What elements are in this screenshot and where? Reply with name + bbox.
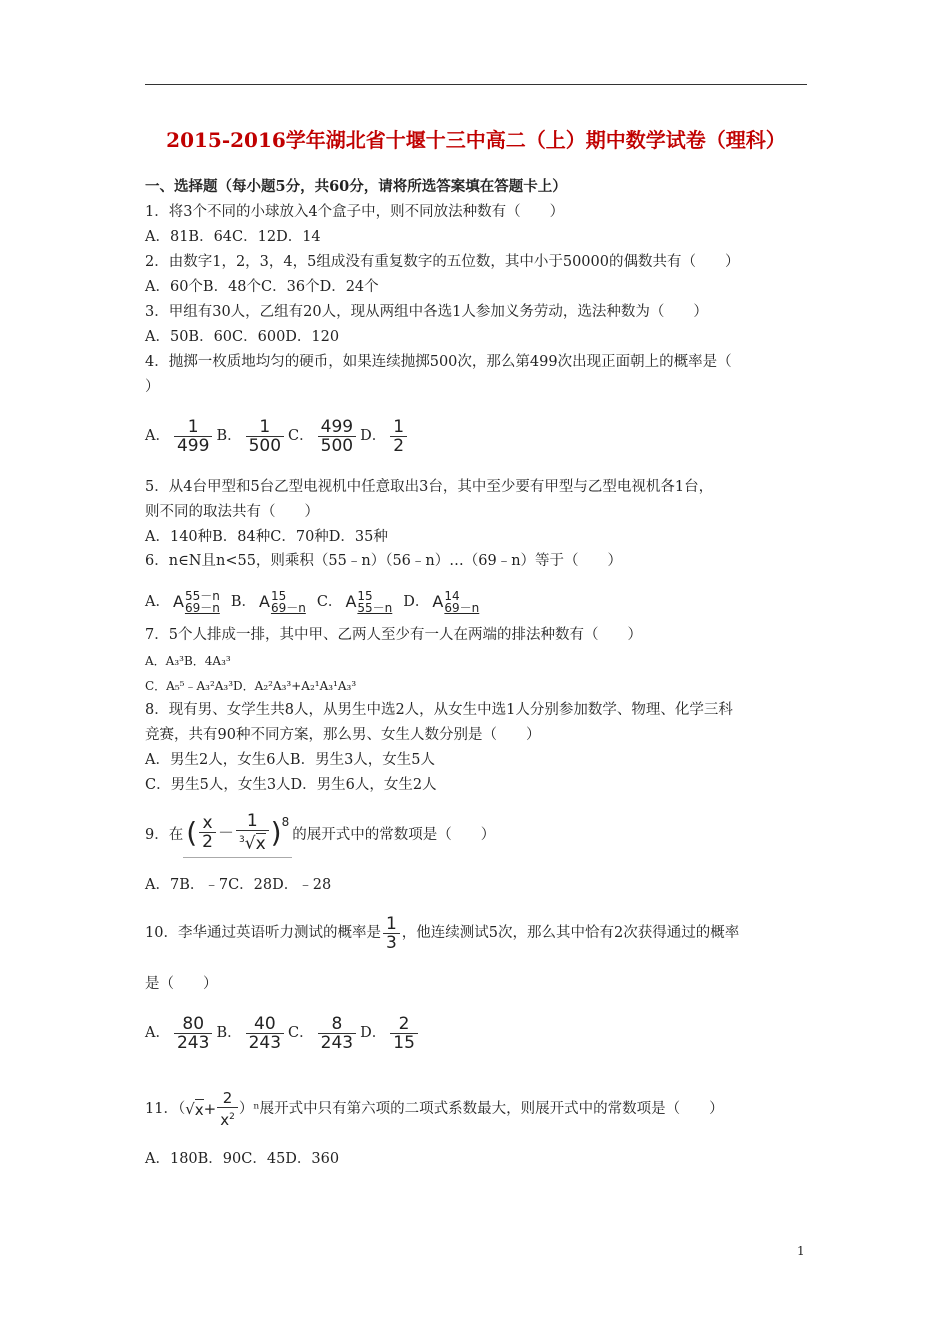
fraction-numerator: 1	[187, 416, 199, 437]
q11-term-fraction	[217, 1089, 238, 1129]
fraction-denominator: 2	[199, 832, 216, 851]
q6-option-c-label: C．	[316, 594, 343, 610]
q5-stem-line1: 5．从4台甲型和5台乙型电视机中任意取出3台，其中至少要有甲型与乙型电视机各1台，	[145, 479, 714, 495]
fraction-denominator: 243	[174, 1033, 212, 1052]
perm-subscript: 69－n	[444, 601, 480, 615]
q6-option-b-permutation: A 15 69－n	[258, 589, 306, 615]
q6-option-a-permutation: A 55－n 69－n	[172, 589, 220, 615]
fraction-denominator: 2	[390, 436, 407, 455]
q4-option-d-label: D．	[360, 428, 387, 444]
fraction-numerator: 1	[259, 416, 271, 437]
q9-suffix: 的展开式中的常数项是（ ）	[292, 827, 496, 843]
q9-stem	[145, 810, 495, 860]
fraction-numerator: 2	[222, 1089, 233, 1107]
fraction-denominator: 500	[246, 436, 284, 455]
perm-superscript: 14	[444, 589, 460, 603]
fraction-numerator: 80	[182, 1013, 205, 1034]
q6-options	[145, 586, 482, 618]
perm-subscript: 69－n	[184, 601, 220, 615]
fraction-denominator: 15	[390, 1033, 418, 1052]
fraction-denominator: $^3$√x	[236, 830, 269, 853]
q4-stem-line2: ）	[145, 379, 160, 395]
q10-option-a-fraction	[174, 1015, 212, 1052]
q7-options-ab: A．A₃³B．4A₃³	[145, 654, 231, 668]
q4-option-a-label: A．	[145, 428, 170, 444]
denominator-power: 2	[229, 1112, 235, 1122]
fraction-numerator: 8	[331, 1013, 343, 1034]
fraction-numerator: 1	[385, 913, 397, 934]
q4-option-d-fraction	[390, 418, 407, 455]
fraction-denominator: 3	[383, 933, 400, 952]
sqrt-symbol: √	[185, 1100, 195, 1118]
q10-options	[145, 1010, 422, 1056]
q5-stem-line2: 则不同的取法共有（ ）	[145, 504, 319, 520]
fraction-denominator: 499	[174, 436, 212, 455]
fraction-numerator: 2	[398, 1013, 410, 1034]
denominator-base: x	[220, 1111, 230, 1129]
q10-probability-fraction	[383, 915, 400, 952]
perm-subscript: 55－n	[357, 601, 393, 615]
q10-option-b-fraction	[246, 1015, 284, 1052]
perm-superscript: 15	[270, 589, 287, 603]
perm-superscript: 15	[357, 589, 373, 603]
q8-options-cd: C．男生5人，女生3人D．男生6人，女生2人	[145, 777, 437, 793]
fraction-numerator: 1	[393, 416, 405, 437]
q3-stem: 3．甲组有30人，乙组有20人，现从两组中各选1人参加义务劳动，选法种数为（ ）	[145, 304, 708, 320]
exponent: 8	[281, 815, 290, 830]
radicand: x	[194, 1100, 204, 1119]
right-paren: )	[270, 815, 282, 849]
perm-subscript: 69－n	[270, 601, 306, 615]
section-heading: 一、选择题（每小题5分，共60分，请将所选答案填在答题卡上）	[145, 178, 567, 195]
q8-options-ab: A．男生2人，女生6人B．男生3人，女生5人	[145, 752, 436, 768]
fraction-numerator: x	[202, 813, 213, 833]
fraction-denominator	[217, 1107, 238, 1129]
q4-option-a-fraction	[174, 418, 212, 455]
q10-prefix: 10．李华通过英语听力测试的概率是	[145, 925, 381, 941]
q6-option-d-label: D．	[403, 594, 430, 610]
fraction-numerator: 499	[320, 416, 354, 437]
q9-term-b	[236, 812, 269, 853]
minus-sign: －	[218, 822, 235, 842]
q4-option-c-label: C．	[288, 428, 314, 444]
q10-option-b-label: B．	[216, 1025, 242, 1041]
q4-option-c-fraction	[318, 418, 356, 455]
radicand: x	[255, 833, 266, 854]
q7-stem: 7．5个人排成一排，其中甲、乙两人至少有一人在两端的排法种数有（ ）	[145, 627, 642, 643]
q10-stem-line1	[145, 910, 739, 956]
q7-options-cd: C．A₅⁵﹣A₃²A₃³D．A₂²A₃³+A₂¹A₃¹A₃³	[145, 679, 357, 693]
fraction-denominator: 500	[318, 436, 356, 455]
q10-option-c-label: C．	[288, 1025, 314, 1041]
q2-stem: 2．由数字1，2，3，4，5组成没有重复数字的五位数，其中小于50000的偶数共有（ ）	[145, 254, 740, 270]
q10-option-d-label: D．	[360, 1025, 387, 1041]
q10-stem-line2: 是（ ）	[145, 976, 218, 992]
header-rule	[145, 84, 807, 85]
q11-expression	[185, 1089, 239, 1129]
fraction-numerator: 1	[246, 811, 258, 832]
q10-option-a-label: A．	[145, 1025, 170, 1041]
q6-option-b-label: B．	[230, 594, 256, 610]
q9-prefix: 9．在	[145, 827, 184, 843]
q6-option-d-permutation: A 14 69－n	[432, 589, 480, 615]
q9-options: A．7B．﹣7C．28D．﹣28	[145, 877, 332, 893]
left-paren: (	[186, 815, 198, 849]
q9-binomial-expression	[183, 812, 292, 858]
plus-sign: +	[203, 1100, 217, 1118]
q11-prefix: 11．（	[145, 1101, 186, 1117]
fraction-numerator: 40	[254, 1013, 276, 1034]
q10-suffix: ，他连续测试5次，那么其中恰有2次获得通过的概率	[401, 925, 740, 941]
q4-stem-line1: 4．抛掷一枚质地均匀的硬币，如果连续抛掷500次，那么第499次出现正面朝上的概率是（	[145, 354, 732, 370]
q6-option-a-label: A．	[145, 594, 170, 610]
perm-superscript: 55－n	[184, 589, 220, 603]
root-index: 3	[239, 835, 245, 846]
q5-options: A．140种B．84种C．70种D．35种	[145, 529, 388, 545]
q4-option-b-fraction	[246, 418, 284, 455]
q4-options	[145, 414, 411, 458]
q11-stem	[145, 1086, 724, 1132]
q8-stem-line1: 8．现有男、女学生共8人，从男生中选2人，从女生中选1人分别参加数学、物理、化学三科	[145, 702, 733, 718]
fraction-denominator: 243	[318, 1033, 356, 1052]
q3-options: A．50B．60C．600D．120	[145, 329, 340, 345]
q4-option-b-label: B．	[216, 428, 242, 444]
q11-suffix: ）ⁿ展开式中只有第六项的二项式系数最大，则展开式中的常数项是（ ）	[238, 1101, 724, 1117]
exam-title: 2015-2016学年湖北省十堰十三中高二（上）期中数学试卷（理科）	[166, 128, 786, 152]
q10-option-d-fraction	[390, 1015, 418, 1052]
q1-stem: 1．将3个不同的小球放入4个盒子中，则不同放法种数有（ ）	[145, 204, 565, 220]
q8-stem-line2: 竞赛，共有90种不同方案，那么男、女生人数分别是（ ）	[145, 727, 541, 743]
page-number: 1	[797, 1244, 805, 1258]
q9-term-a	[199, 814, 216, 851]
q1-options: A．81B．64C．12D．14	[145, 229, 321, 245]
q6-option-c-permutation: A 15 55－n	[345, 589, 393, 615]
fraction-denominator: 243	[246, 1033, 284, 1052]
q11-options: A．180B．90C．45D．360	[145, 1151, 340, 1167]
q6-stem: 6．n∈N且n<55，则乘积（55﹣n）（56﹣n）…（69﹣n）等于（ ）	[145, 553, 623, 569]
q10-option-c-fraction	[318, 1015, 356, 1052]
q2-options: A．60个B．48个C．36个D．24个	[145, 279, 379, 295]
